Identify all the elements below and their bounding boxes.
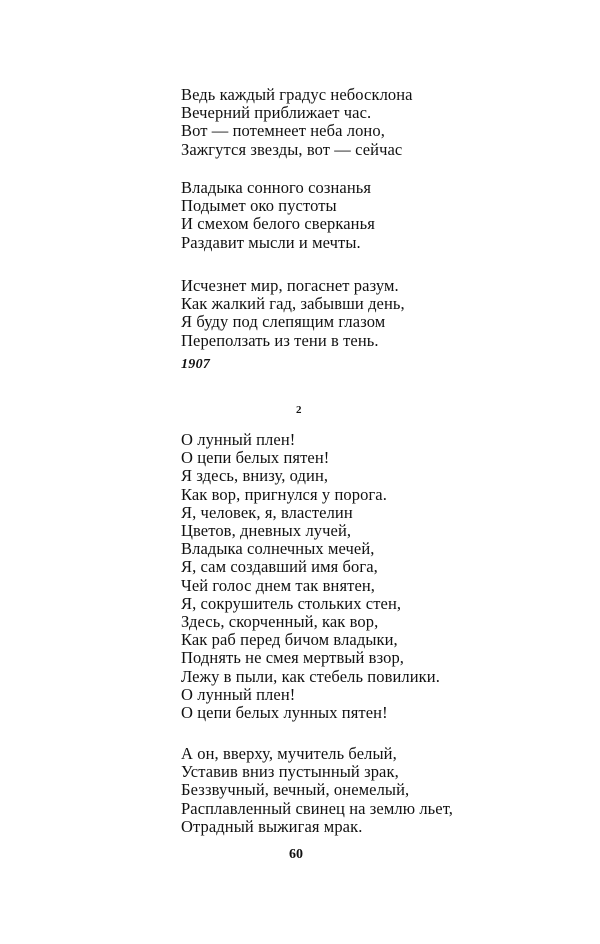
poem-line: Владыка солнечных мечей, bbox=[181, 539, 375, 559]
poem-line: Цветов, дневных лучей, bbox=[181, 521, 352, 541]
poem-line: Ведь каждый градус небосклона bbox=[181, 85, 413, 104]
poem-line: О цепи белых пятен! bbox=[181, 448, 330, 468]
poem-line: О лунный плен! bbox=[181, 430, 296, 449]
poem-line: Чей голос днем так внятен, bbox=[181, 575, 376, 595]
poem-line: Как вор, пригнулся у порога. bbox=[181, 484, 387, 504]
poem-line: Отрадный выжигая мрак. bbox=[181, 816, 363, 836]
poem-line: О цепи белых лунных пятен! bbox=[181, 703, 388, 723]
stanza-5 bbox=[181, 745, 453, 836]
poem-line: Как жалкий гад, забывши день, bbox=[181, 294, 405, 314]
stanza-2 bbox=[181, 179, 375, 252]
poem-line: А он, вверху, мучитель белый, bbox=[181, 744, 397, 763]
poem-line: Уставив вниз пустынный зрак, bbox=[181, 762, 399, 782]
poem-line: Зажгутся звезды, вот — сейчас bbox=[181, 139, 403, 159]
poem-line: Поднять не смея мертвый взор, bbox=[181, 648, 405, 668]
poem-line: Я здесь, внизу, один, bbox=[181, 466, 329, 486]
poem-line: И смехом белого сверканья bbox=[181, 214, 375, 234]
poem-line: О лунный плен! bbox=[181, 684, 296, 704]
stanza-4 bbox=[181, 431, 440, 722]
poem-line: Вечерний приближает час. bbox=[181, 103, 372, 123]
poem-line: Расплавленный свинец на землю льет, bbox=[181, 798, 454, 818]
poem-line: Я буду под слепящим глазом bbox=[181, 312, 386, 332]
poem-line: Вот — потемнеет неба лоно, bbox=[181, 121, 385, 141]
poem-line: Здесь, скорченный, как вор, bbox=[181, 612, 379, 632]
poem-line: Беззвучный, вечный, онемелый, bbox=[181, 780, 410, 800]
poem-line: Я, сокрушитель стольких стен, bbox=[181, 593, 402, 613]
poem-line: Владыка сонного сознанья bbox=[181, 178, 372, 197]
poem-line: Как раб перед бичом владыки, bbox=[181, 630, 398, 650]
poem-line: Подымет око пустоты bbox=[181, 196, 337, 216]
poem-date: 1907 bbox=[181, 357, 211, 372]
poem-line: Раздавит мысли и мечты. bbox=[181, 232, 361, 252]
stanza-1 bbox=[181, 86, 413, 159]
poem-line: Переползать из тени в тень. bbox=[181, 330, 379, 350]
stanza-3 bbox=[181, 277, 405, 350]
poem-line: Я, сам создавший имя бога, bbox=[181, 557, 378, 577]
poem-line: Лежу в пыли, как стебель повилики. bbox=[181, 666, 440, 686]
poem-line: Я, человек, я, властелин bbox=[181, 502, 353, 522]
poem-line: Исчезнет мир, погаснет разум. bbox=[181, 276, 399, 295]
section-number: 2 bbox=[296, 404, 302, 416]
page-number: 60 bbox=[289, 847, 303, 862]
